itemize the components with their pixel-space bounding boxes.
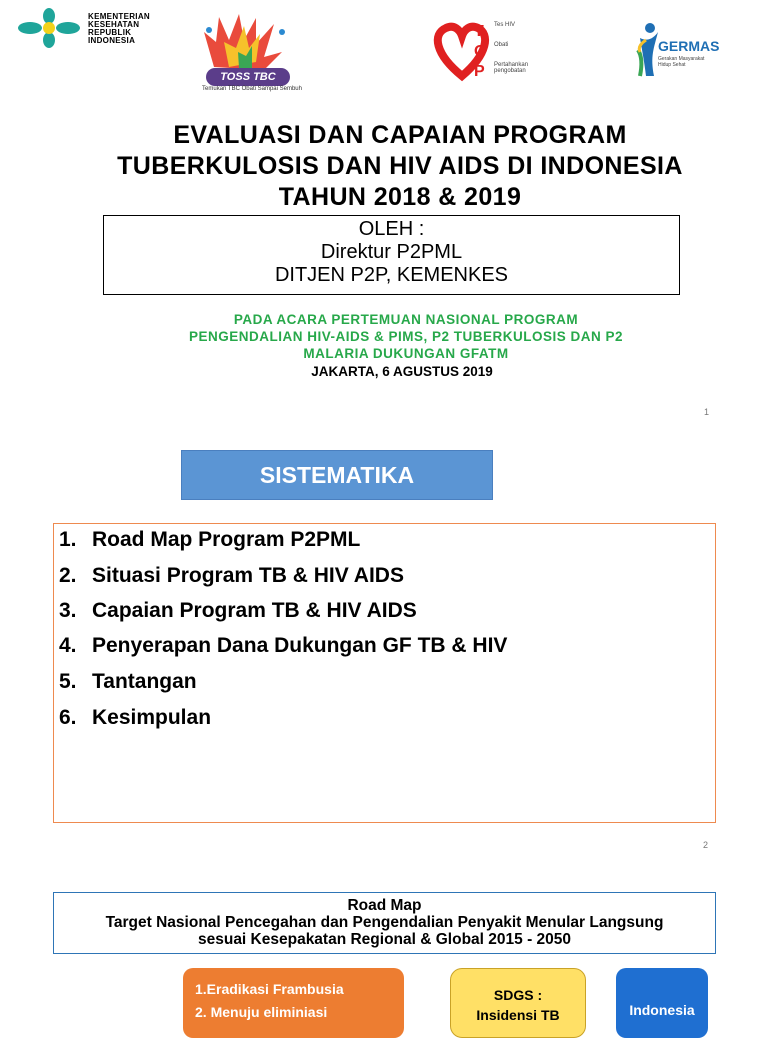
toss-tbc-logo <box>194 12 304 96</box>
germas-logo <box>636 20 718 84</box>
presenter-position: Direktur P2PML <box>320 241 463 263</box>
top-ribbon-icon <box>430 14 494 82</box>
list-item: 1. Road Map Program P2PML <box>59 528 361 551</box>
svg-text:T: T <box>474 23 484 40</box>
roadmap-subtitle-2: sesuai Kesepakatan Regional & Global 2015 - 2050 <box>197 931 572 948</box>
target-card-orange: 1.Eradikasi Frambusia 2. Menuju eliminiasi <box>183 968 404 1038</box>
presenter-office: DITJEN P2P, KEMENKES <box>274 264 509 286</box>
list-item: 6. Kesimpulan <box>59 706 212 729</box>
germas-figure-icon <box>636 20 660 80</box>
kemenkes-logo <box>16 8 166 48</box>
kemenkes-text: KEMENTERIAN KESEHATAN REPUBLIK INDONESIA <box>88 12 150 45</box>
event-date: JAKARTA, 6 AGUSTUS 2019 <box>311 364 493 379</box>
presentation-title: EVALUASI DAN CAPAIAN PROGRAM TUBERKULOSIS DAN HIV AIDS DI INDONESIA TAHUN 2018 & 2019 <box>117 121 683 211</box>
indonesia-card: Indonesia <box>616 968 708 1038</box>
sistematika-header: SISTEMATIKA <box>181 450 493 500</box>
presenter-box <box>103 215 680 295</box>
oleh-label: OLEH : <box>358 218 425 240</box>
list-item: 5. Tantangan <box>59 670 197 693</box>
sdgs-card: SDGS : Insidensi TB <box>450 968 586 1038</box>
roadmap-heading: Road Map <box>347 897 422 914</box>
roadmap-title-box <box>53 892 716 954</box>
top-logo <box>430 14 538 82</box>
roadmap-subtitle: Target Nasional Pencegahan dan Pengendalian Penyakit Menular Langsung <box>105 914 664 931</box>
page-number: 1 <box>704 407 710 417</box>
top-line-1: Tes HIV <box>494 22 516 28</box>
slide-1 <box>0 0 768 430</box>
svg-text:O: O <box>474 43 487 60</box>
page-number: 2 <box>703 840 709 850</box>
agenda-list <box>53 523 716 823</box>
list-item: 3. Capaian Program TB & HIV AIDS <box>59 599 417 622</box>
list-item: 2. Situasi Program TB & HIV AIDS <box>59 564 404 587</box>
germas-subtitle: Gerakan Masyarakat Hidup Sehat <box>658 56 705 68</box>
kemenkes-leaf-icon <box>16 8 82 48</box>
event-description: PADA ACARA PERTEMUAN NASIONAL PROGRAM PENGENDALIAN HIV-AIDS & PIMS, P2 TUBERKULOSIS DAN P2 MALARIA DUKUNGAN GFATM <box>188 312 624 361</box>
list-item: 4. Penyerapan Dana Dukungan GF TB & HIV <box>59 634 508 657</box>
top-line-3: Pertahankan pengobatan <box>494 62 529 74</box>
svg-text:P: P <box>474 63 485 80</box>
toss-badge: TOSS TBC <box>206 68 290 86</box>
top-line-2: Obati <box>494 42 509 48</box>
germas-word: GERMAS <box>658 38 720 54</box>
hand-splash-icon <box>194 12 304 72</box>
toss-caption: Temukan TBC Obati Sampai Sembuh <box>202 86 302 92</box>
